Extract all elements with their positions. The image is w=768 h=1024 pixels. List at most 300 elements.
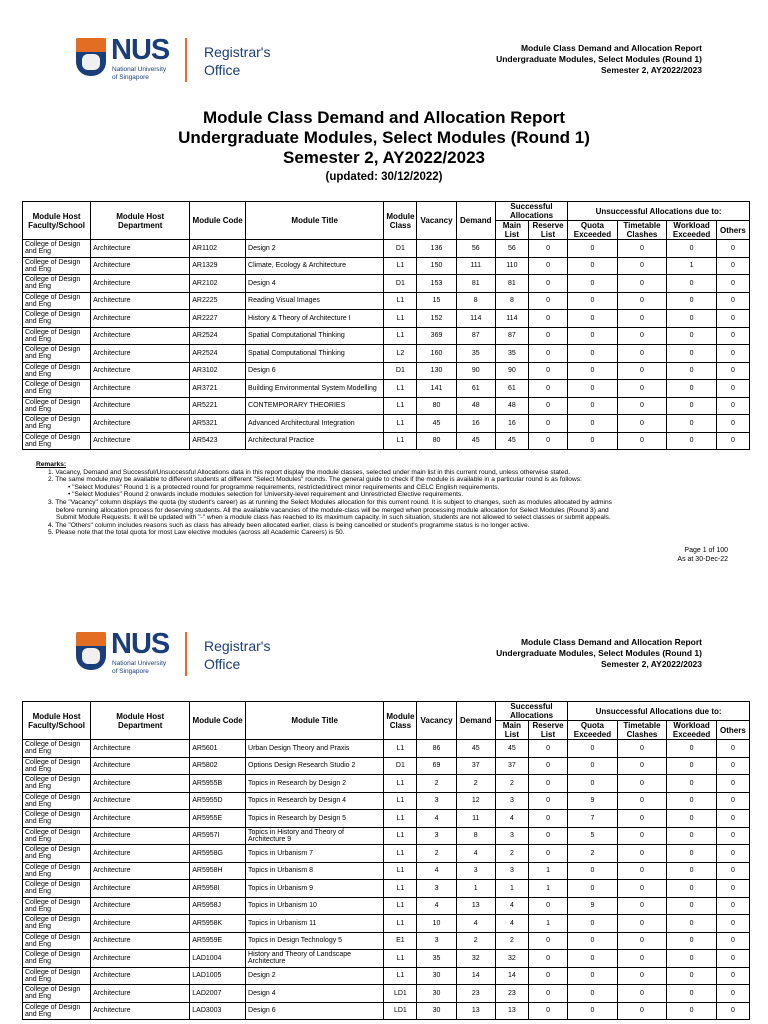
table-cell: 0 — [568, 915, 618, 933]
table-cell: 12 — [456, 792, 495, 810]
table-cell: Advanced Architectural Integration — [246, 415, 384, 433]
table-cell: 1 — [528, 880, 567, 898]
table-cell: L1 — [384, 775, 417, 793]
table-cell: Architecture — [91, 432, 190, 450]
col-department: Module Host Department — [91, 202, 190, 240]
table-row — [23, 397, 750, 415]
table-cell: Architecture — [91, 757, 190, 775]
table-cell: E1 — [384, 932, 417, 950]
table-cell: 0 — [528, 845, 567, 863]
table-cell: 3 — [417, 880, 456, 898]
table-cell: 0 — [528, 950, 567, 968]
table-cell: AR5958H — [190, 862, 246, 880]
table-cell: 61 — [495, 380, 528, 398]
table-cell: 13 — [456, 1002, 495, 1020]
table-row — [23, 740, 750, 758]
table-row — [23, 810, 750, 828]
table-cell: 0 — [528, 810, 567, 828]
table-row — [23, 950, 750, 968]
table-cell: College of Design and Eng — [23, 897, 91, 915]
table-cell: D1 — [384, 240, 417, 258]
table-cell: Architecture — [91, 845, 190, 863]
table-cell: 0 — [528, 1002, 567, 1020]
table-cell: 0 — [528, 257, 567, 275]
table-cell: 23 — [456, 985, 495, 1003]
table-cell: 4 — [417, 810, 456, 828]
table-cell: Topics in Research by Design 5 — [246, 810, 384, 828]
table-cell: 0 — [716, 275, 749, 293]
table-cell: 0 — [667, 827, 717, 845]
table-cell: 0 — [617, 415, 667, 433]
table-cell: College of Design and Eng — [23, 415, 91, 433]
table-cell: 0 — [568, 985, 618, 1003]
table-cell: 0 — [716, 845, 749, 863]
table-cell: 2 — [417, 845, 456, 863]
table-cell: Topics in Urbanism 11 — [246, 915, 384, 933]
table-cell: 0 — [528, 792, 567, 810]
table-cell: L1 — [384, 810, 417, 828]
report-title: Module Class Demand and Allocation Report Undergraduate Modules, Select Modules (Round 1) Semester 2, AY2022/2023 (updated: 30/12/2022) — [178, 108, 590, 183]
table-cell: 0 — [667, 362, 717, 380]
table-cell: 0 — [617, 967, 667, 985]
col-reserve-list: Reserve List — [528, 221, 567, 240]
table-cell: 5 — [568, 827, 618, 845]
allocation-table-page-2 — [22, 701, 750, 1020]
table-cell: 0 — [667, 240, 717, 258]
table-cell: 37 — [495, 757, 528, 775]
table-cell: College of Design and Eng — [23, 915, 91, 933]
table-cell: 2 — [495, 775, 528, 793]
remarks: Remarks: 1. Vacancy, Demand and Successful/Unsuccessful Allocations data in this report display the module classes, selected under main list in this current round, unless otherwise stated. 2. The same module may be available to different students at different "Select Modules" rounds. The general guide to check if the module is available in a particular round is as follows: • "Select Modules" Round 1 is a protected round for programme requirements, restricted/direct minor requirements and CELC English requirements. • "Select Modules" Round 2 onwards include modules selection for University-level requirement and Unrestricted Elective requirements. 3. The "Vacancy" column displays the quota (by student's career) as at running the Select Modules allocation for this current round. It is subject to changes, such as modules allocated by admins before running allocation process for deserving students. All the available vacancies of the module-class will be merged when processing module allocation for Select Modules (Round 3) and Submit Module Requests. It will be updated with "-" when a module class has reached to its maximum capacity. In such situation, students are not allowed to select classes or submit appeals. 4. The "Others" column includes reasons such as class has already been allocated earlier, class is being cancelled or student's programme status is no longer active. 5. Please note that the total quota for most Law elective modules (across all Academic Careers) is 50. — [48, 461, 748, 537]
table-cell: 0 — [617, 397, 667, 415]
table-cell: 4 — [495, 897, 528, 915]
table-cell: 4 — [495, 810, 528, 828]
table-cell: College of Design and Eng — [23, 240, 91, 258]
table-row — [23, 292, 750, 310]
table-row — [23, 897, 750, 915]
table-cell: 114 — [456, 310, 495, 328]
table-header-2: Module Host Faculty/School Module Host Department Module Code Module Title Module Class Vacancy Demand Successful Allocations Unsuccessful Allocations due to: Main List Reserve List Quota Exceeded Timetable Clashes Workload Exceeded Others — [23, 702, 750, 740]
table-cell: 0 — [716, 932, 749, 950]
table-cell: AR3102 — [190, 362, 246, 380]
running-header: Module Class Demand and Allocation Report Undergraduate Modules, Select Modules (Round 1) Semester 2, AY2022/2023 — [496, 43, 702, 75]
table-cell: 1 — [667, 257, 717, 275]
table-cell: 0 — [617, 915, 667, 933]
table-cell: 90 — [456, 362, 495, 380]
table-cell: 111 — [456, 257, 495, 275]
table-cell: 369 — [417, 327, 456, 345]
table-cell: 0 — [568, 740, 618, 758]
table-row — [23, 757, 750, 775]
table-cell: 0 — [716, 415, 749, 433]
table-cell: 0 — [667, 915, 717, 933]
table-cell: 0 — [568, 415, 618, 433]
table-cell: Architecture — [91, 310, 190, 328]
table-cell: 0 — [667, 292, 717, 310]
table-cell: 0 — [667, 775, 717, 793]
table-cell: 7 — [568, 810, 618, 828]
table-cell: 1 — [456, 880, 495, 898]
table-cell: College of Design and Eng — [23, 327, 91, 345]
table-cell: 0 — [528, 985, 567, 1003]
table-cell: 45 — [456, 432, 495, 450]
table-cell: L1 — [384, 845, 417, 863]
table-cell: 45 — [417, 415, 456, 433]
table-cell: AR5423 — [190, 432, 246, 450]
col-others: Others — [716, 221, 749, 240]
table-cell: Architecture — [91, 775, 190, 793]
table-cell: 0 — [528, 292, 567, 310]
table-row — [23, 415, 750, 433]
table-cell: 0 — [716, 310, 749, 328]
table-cell: 0 — [528, 897, 567, 915]
table-cell: Topics in Urbanism 8 — [246, 862, 384, 880]
table-cell: AR5958K — [190, 915, 246, 933]
table-cell: 0 — [568, 292, 618, 310]
table-cell: Architecture — [91, 862, 190, 880]
table-cell: 0 — [617, 775, 667, 793]
table-cell: 56 — [456, 240, 495, 258]
table-cell: 0 — [528, 432, 567, 450]
table-cell: 0 — [716, 810, 749, 828]
col-workload: Workload Exceeded — [667, 221, 717, 240]
table-cell: 0 — [667, 310, 717, 328]
table-cell: 141 — [417, 380, 456, 398]
table-cell: 0 — [528, 397, 567, 415]
table-cell: AR5955D — [190, 792, 246, 810]
table-cell: 0 — [568, 967, 618, 985]
table-cell: Design 6 — [246, 1002, 384, 1020]
table-cell: 0 — [667, 757, 717, 775]
table-cell: 14 — [456, 967, 495, 985]
allocation-table-page-1 — [22, 201, 750, 450]
table-cell: Topics in History and Theory of Architecture 9 — [246, 827, 384, 845]
table-cell: Architecture — [91, 292, 190, 310]
table-row — [23, 362, 750, 380]
logo-name: NUS — [111, 34, 170, 66]
table-cell: Building Environmental System Modelling — [246, 380, 384, 398]
table-cell: 0 — [528, 775, 567, 793]
table-cell: AR5221 — [190, 397, 246, 415]
table-cell: 2 — [456, 932, 495, 950]
table-cell: Topics in Urbanism 7 — [246, 845, 384, 863]
table-cell: 16 — [456, 415, 495, 433]
logo-unit: Registrar's Office — [204, 44, 271, 78]
table-row — [23, 792, 750, 810]
table-cell: Topics in Urbanism 9 — [246, 880, 384, 898]
table-cell: LD1 — [384, 985, 417, 1003]
table-cell: 0 — [617, 880, 667, 898]
table-cell: L1 — [384, 827, 417, 845]
table-cell: 0 — [617, 380, 667, 398]
table-cell: College of Design and Eng — [23, 380, 91, 398]
table-cell: 3 — [417, 827, 456, 845]
table-cell: 0 — [528, 415, 567, 433]
table-cell: 0 — [617, 432, 667, 450]
table-cell: College of Design and Eng — [23, 432, 91, 450]
table-cell: Design 4 — [246, 275, 384, 293]
col-timetable: Timetable Clashes — [617, 221, 667, 240]
table-row — [23, 257, 750, 275]
table-cell: 10 — [417, 915, 456, 933]
col-code: Module Code — [190, 202, 246, 240]
table-cell: 2 — [417, 775, 456, 793]
col-faculty: Module Host Faculty/School — [23, 202, 91, 240]
col-main-list: Main List — [495, 221, 528, 240]
table-cell: 69 — [417, 757, 456, 775]
table-cell: L1 — [384, 862, 417, 880]
table-cell: L1 — [384, 397, 417, 415]
table-cell: 0 — [528, 310, 567, 328]
table-cell: 0 — [528, 932, 567, 950]
table-cell: Architecture — [91, 827, 190, 845]
table-cell: Architecture — [91, 810, 190, 828]
table-cell: AR1102 — [190, 240, 246, 258]
table-cell: 61 — [456, 380, 495, 398]
table-cell: 160 — [417, 345, 456, 363]
table-cell: 0 — [716, 792, 749, 810]
col-demand: Demand — [456, 202, 495, 240]
table-cell: 3 — [495, 827, 528, 845]
table-cell: Architecture — [91, 380, 190, 398]
table-row — [23, 240, 750, 258]
table-cell: 4 — [456, 915, 495, 933]
table-cell: AR5955B — [190, 775, 246, 793]
table-cell: 87 — [456, 327, 495, 345]
table-cell: 45 — [495, 432, 528, 450]
table-cell: 0 — [617, 810, 667, 828]
table-row — [23, 880, 750, 898]
table-cell: 8 — [495, 292, 528, 310]
table-row — [23, 845, 750, 863]
table-cell: AR1329 — [190, 257, 246, 275]
table-cell: 81 — [495, 275, 528, 293]
table-cell: College of Design and Eng — [23, 740, 91, 758]
table-cell: 0 — [716, 740, 749, 758]
table-cell: AR5958G — [190, 845, 246, 863]
table-cell: 0 — [568, 775, 618, 793]
table-cell: 32 — [495, 950, 528, 968]
table-row — [23, 345, 750, 363]
table-cell: 0 — [528, 967, 567, 985]
table-row — [23, 310, 750, 328]
table-cell: Options Design Research Studio 2 — [246, 757, 384, 775]
table-row — [23, 932, 750, 950]
table-cell: College of Design and Eng — [23, 397, 91, 415]
table-cell: 0 — [667, 345, 717, 363]
table-cell: Architecture — [91, 792, 190, 810]
table-cell: Architectural Practice — [246, 432, 384, 450]
table-cell: 0 — [617, 757, 667, 775]
table-cell: 0 — [667, 1002, 717, 1020]
col-class: Module Class — [384, 202, 417, 240]
table-cell: 0 — [667, 432, 717, 450]
table-cell: L1 — [384, 915, 417, 933]
table-cell: 0 — [667, 897, 717, 915]
table-cell: 0 — [617, 792, 667, 810]
table-cell: College of Design and Eng — [23, 950, 91, 968]
table-cell: 0 — [667, 880, 717, 898]
table-cell: LAD1004 — [190, 950, 246, 968]
table-cell: 45 — [456, 740, 495, 758]
table-cell: L1 — [384, 432, 417, 450]
table-cell: Design 2 — [246, 967, 384, 985]
table-cell: 0 — [528, 362, 567, 380]
table-cell: Architecture — [91, 397, 190, 415]
table-cell: College of Design and Eng — [23, 757, 91, 775]
table-cell: L1 — [384, 950, 417, 968]
table-cell: 0 — [617, 327, 667, 345]
table-cell: Architecture — [91, 932, 190, 950]
table-row — [23, 862, 750, 880]
table-cell: College of Design and Eng — [23, 932, 91, 950]
table-cell: 0 — [716, 397, 749, 415]
table-cell: College of Design and Eng — [23, 362, 91, 380]
table-cell: 1 — [528, 862, 567, 880]
table-cell: L1 — [384, 967, 417, 985]
table-cell: 35 — [417, 950, 456, 968]
col-unsuccessful: Unsuccessful Allocations due to: — [568, 202, 750, 221]
table-cell: 0 — [716, 257, 749, 275]
table-cell: 3 — [495, 792, 528, 810]
table-row — [23, 967, 750, 985]
nus-crest-icon — [76, 38, 106, 76]
table-cell: AR2524 — [190, 345, 246, 363]
nus-crest-icon — [76, 632, 106, 670]
table-cell: 0 — [667, 810, 717, 828]
table-cell: 9 — [568, 897, 618, 915]
table-cell: 0 — [617, 257, 667, 275]
table-cell: College of Design and Eng — [23, 810, 91, 828]
table-cell: 13 — [495, 1002, 528, 1020]
table-cell: D1 — [384, 362, 417, 380]
table-cell: 2 — [495, 932, 528, 950]
table-cell: 0 — [528, 345, 567, 363]
table-cell: 152 — [417, 310, 456, 328]
table-cell: Architecture — [91, 327, 190, 345]
table-cell: LAD1005 — [190, 967, 246, 985]
table-cell: 0 — [568, 932, 618, 950]
table-cell: 0 — [568, 345, 618, 363]
table-cell: L2 — [384, 345, 417, 363]
table-cell: 0 — [528, 327, 567, 345]
table-cell: History and Theory of Landscape Architecture — [246, 950, 384, 968]
table-cell: 0 — [617, 932, 667, 950]
table-cell: Design 6 — [246, 362, 384, 380]
table-cell: 0 — [667, 397, 717, 415]
table-cell: 114 — [495, 310, 528, 328]
table-cell: 0 — [716, 327, 749, 345]
table-cell: Architecture — [91, 257, 190, 275]
table-cell: 0 — [667, 862, 717, 880]
table-cell: L1 — [384, 292, 417, 310]
table-body — [23, 240, 750, 450]
table-cell: 48 — [495, 397, 528, 415]
table-cell: Architecture — [91, 1002, 190, 1020]
table-cell: 0 — [528, 757, 567, 775]
table-cell: College of Design and Eng — [23, 345, 91, 363]
table-cell: LAD3003 — [190, 1002, 246, 1020]
table-cell: 30 — [417, 967, 456, 985]
table-cell: Design 2 — [246, 240, 384, 258]
table-cell: Architecture — [91, 740, 190, 758]
table-cell: 14 — [495, 967, 528, 985]
table-cell: 86 — [417, 740, 456, 758]
table-cell: 0 — [716, 345, 749, 363]
table-cell: 45 — [495, 740, 528, 758]
table-row — [23, 380, 750, 398]
table-row — [23, 275, 750, 293]
table-cell: Architecture — [91, 880, 190, 898]
table-cell: 35 — [456, 345, 495, 363]
col-quota: Quota Exceeded — [568, 221, 618, 240]
table-cell: AR5802 — [190, 757, 246, 775]
table-cell: Architecture — [91, 897, 190, 915]
table-cell: 0 — [568, 310, 618, 328]
table-cell: Topics in Research by Design 2 — [246, 775, 384, 793]
table-cell: D1 — [384, 275, 417, 293]
nus-logo — [76, 34, 276, 84]
table-cell: Reading Visual Images — [246, 292, 384, 310]
table-cell: Climate, Ecology & Architecture — [246, 257, 384, 275]
table-cell: Spatial Computational Thinking — [246, 345, 384, 363]
table-cell: 23 — [495, 985, 528, 1003]
table-cell: 80 — [417, 432, 456, 450]
table-cell: 0 — [716, 827, 749, 845]
logo-sub: National University of Singapore — [112, 66, 167, 81]
table-cell: AR5959E — [190, 932, 246, 950]
table-cell: 0 — [568, 432, 618, 450]
table-cell: L1 — [384, 792, 417, 810]
table-cell: College of Design and Eng — [23, 985, 91, 1003]
table-cell: 0 — [568, 257, 618, 275]
table-cell: 0 — [667, 792, 717, 810]
table-cell: 4 — [456, 845, 495, 863]
table-row — [23, 1002, 750, 1020]
table-cell: College of Design and Eng — [23, 275, 91, 293]
table-cell: Architecture — [91, 967, 190, 985]
table-cell: College of Design and Eng — [23, 775, 91, 793]
table-cell: 0 — [667, 380, 717, 398]
table-cell: 0 — [716, 967, 749, 985]
table-cell: 30 — [417, 1002, 456, 1020]
table-cell: 0 — [528, 740, 567, 758]
table-cell: 16 — [495, 415, 528, 433]
table-cell: College of Design and Eng — [23, 827, 91, 845]
table-cell: L1 — [384, 415, 417, 433]
table-cell: L1 — [384, 897, 417, 915]
table-cell: 4 — [495, 915, 528, 933]
table-cell: 0 — [716, 985, 749, 1003]
table-cell: 0 — [667, 415, 717, 433]
table-cell: L1 — [384, 380, 417, 398]
col-vacancy: Vacancy — [417, 202, 456, 240]
table-cell: Architecture — [91, 240, 190, 258]
table-cell: 0 — [716, 240, 749, 258]
table-cell: 0 — [667, 845, 717, 863]
table-cell: 0 — [617, 827, 667, 845]
table-row — [23, 432, 750, 450]
table-cell: 87 — [495, 327, 528, 345]
table-cell: Architecture — [91, 950, 190, 968]
table-cell: 0 — [617, 897, 667, 915]
table-cell: 1 — [495, 880, 528, 898]
table-cell: AR5955E — [190, 810, 246, 828]
table-cell: 153 — [417, 275, 456, 293]
table-cell: L1 — [384, 740, 417, 758]
table-cell: 0 — [528, 380, 567, 398]
table-cell: 8 — [456, 292, 495, 310]
